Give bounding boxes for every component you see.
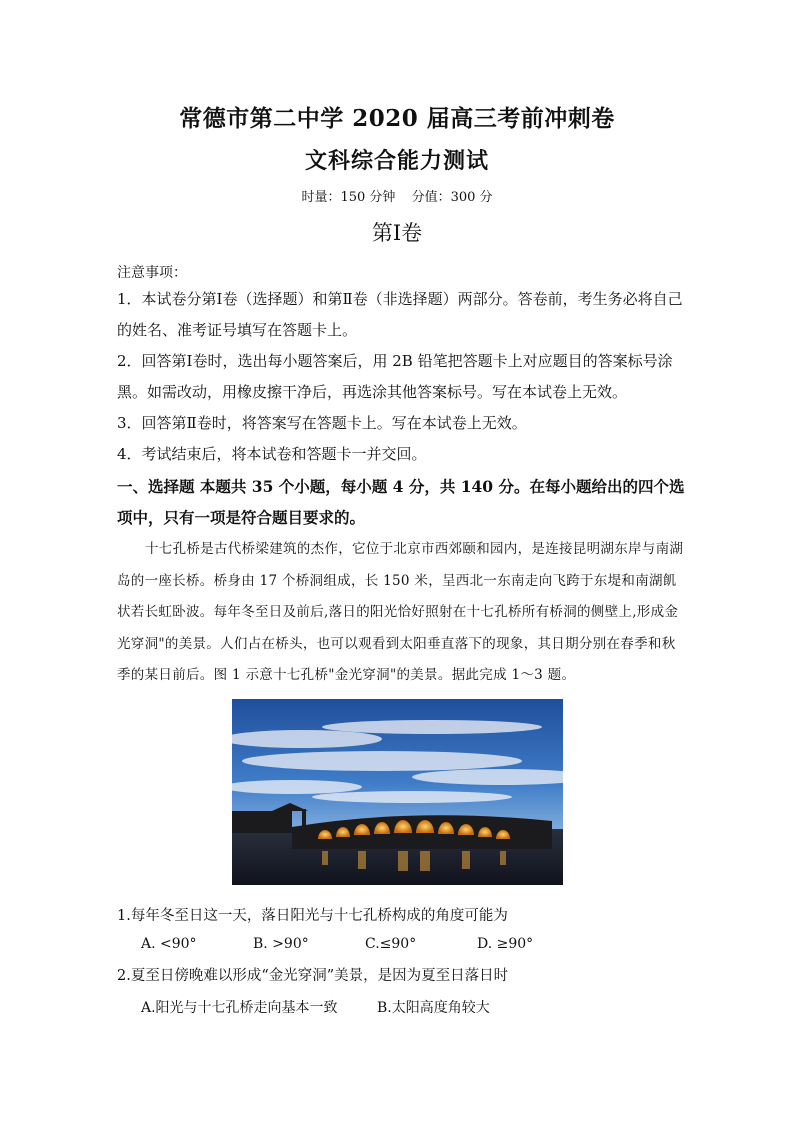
section-heading: 第Ⅰ卷 bbox=[371, 221, 423, 245]
notice-item: 2．回答第Ⅰ卷时，选出每小题答案后，用 2B 铅笔把答题卡上对应题目的答案标号涂黑。如需改动，用橡皮擦干净后，再选涂其他答案标号。写在本试卷上无效。 bbox=[117, 352, 673, 401]
option-a: A. <90° bbox=[141, 936, 197, 952]
exam-meta bbox=[0, 186, 794, 205]
time-limit: 时量：150 分钟 bbox=[301, 190, 396, 205]
notice-item: 1．本试卷分第Ⅰ卷（选择题）和第Ⅱ卷（非选择题）两部分。答卷前，考生务必将自己的姓名、准考证号填写在答题卡上。 bbox=[117, 290, 683, 339]
notice-title: 注意事项： bbox=[117, 265, 187, 281]
bridge-photo bbox=[232, 699, 563, 885]
option-a: A.阳光与十七孔桥走向基本一致 bbox=[141, 1000, 338, 1016]
option-d: D. ≥90° bbox=[477, 936, 534, 952]
question-2: 2.夏至日傍晚难以形成“金光穿洞”美景，是因为夏至日落日时 bbox=[117, 968, 509, 984]
exam-title: 常德市第二中学 2020 届高三考前冲刺卷 bbox=[179, 105, 615, 132]
total-score: 分值：300 分 bbox=[411, 190, 493, 205]
exam-subtitle: 文科综合能力测试 bbox=[304, 148, 489, 174]
option-c: C.≤90° bbox=[365, 936, 417, 952]
part-heading: 一、选择题 本题共 35 个小题，每小题 4 分，共 140 分。在每小题给出的四个选项中，只有一项是符合题目要求的。 bbox=[117, 477, 685, 527]
reading-passage: 十七孔桥是古代桥梁建筑的杰作，它位于北京市西郊颐和园内，是连接昆明湖东岸与南湖岛的一座长桥。桥身由 17 个桥洞组成，长 150 米，呈西北一东南走向飞跨于东堤和南湖飢状若长虹卧波。每年冬至日及前后,落日的阳光恰好照射在十七孔桥所有桥洞的侧壁上,形成金光穿洞"的美景。人们占在桥头，也可以观看到太阳垂直落下的现象，其日期分别在春季和秋季的某日前后。图 1 示意十七孔桥"金光穿洞"的美景。据此完成 1～3 题。 bbox=[117, 541, 684, 683]
option-b: B.太阳高度角较大 bbox=[377, 1000, 490, 1016]
option-b: B. >90° bbox=[253, 936, 309, 952]
notice-item: 3．回答第Ⅱ卷时，将答案写在答题卡上。写在本试卷上无效。 bbox=[117, 414, 527, 432]
notice-item: 4．考试结束后，将本试卷和答题卡一并交回。 bbox=[117, 445, 427, 463]
question-1: 1.每年冬至日这一天，落日阳光与十七孔桥构成的角度可能为 bbox=[117, 908, 508, 924]
